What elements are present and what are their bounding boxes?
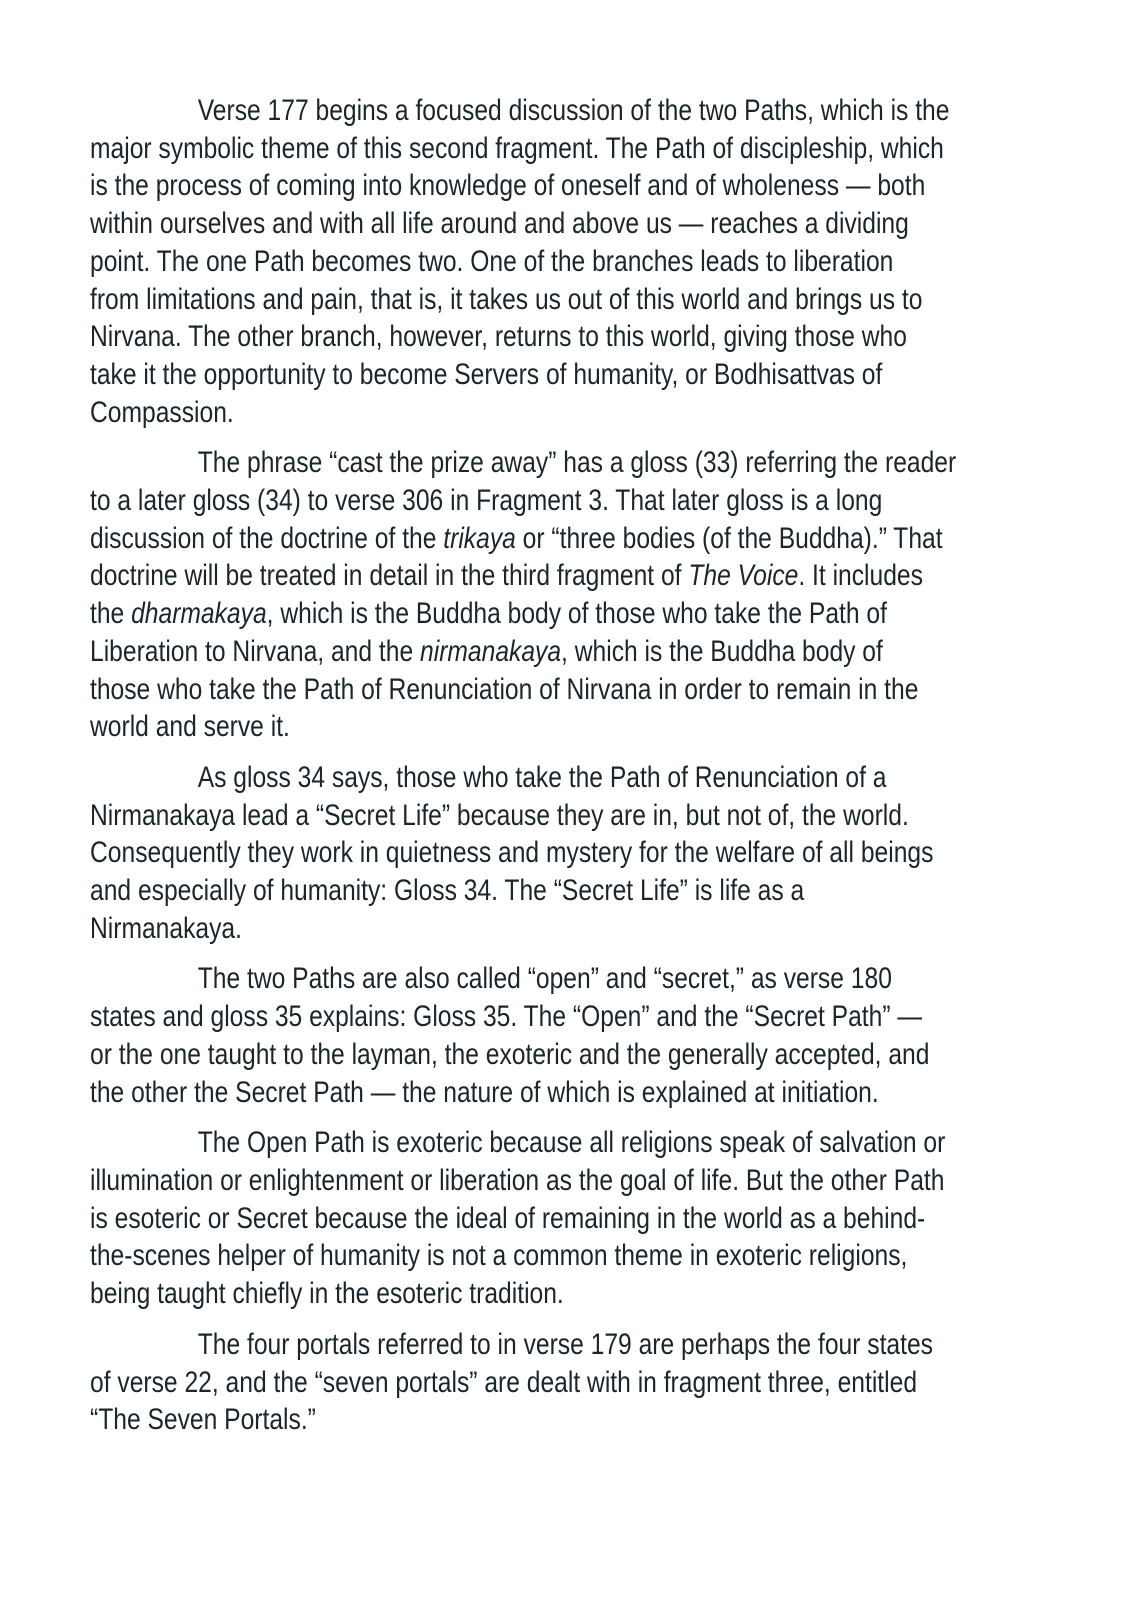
text-segment: The two Paths are also called “open” and “secret,” as verse 180	[197, 962, 892, 996]
text-line	[90, 92, 956, 130]
text-segment: or “three bodies (of the Buddha).” That	[515, 521, 943, 555]
text-line	[90, 759, 956, 797]
paragraph	[90, 444, 956, 746]
paragraph	[90, 759, 956, 948]
italic-term: nirmanakaya	[420, 634, 562, 668]
text-segment: the	[90, 597, 132, 631]
text-line	[90, 1074, 956, 1112]
text-segment: , which is the Buddha body of those who take the Path of	[266, 597, 887, 631]
text-line	[90, 243, 956, 281]
text-line	[90, 281, 956, 319]
text-segment: The phrase “cast the prize away” has a gloss (33) referring the reader	[197, 446, 957, 480]
text-line	[90, 482, 956, 520]
text-line	[90, 1326, 956, 1364]
document-body	[90, 92, 956, 1452]
text-line	[90, 394, 956, 432]
text-segment: or the one taught to the layman, the exoteric and the generally accepted, and	[90, 1037, 930, 1071]
text-line	[90, 318, 956, 356]
text-segment: The Open Path is exoteric because all religions speak of salvation or	[197, 1126, 946, 1160]
text-segment: world and serve it.	[90, 710, 290, 744]
paragraph	[90, 960, 956, 1111]
text-line	[90, 998, 956, 1036]
text-segment: , which is the Buddha body of	[561, 634, 883, 668]
text-segment: is the process of coming into knowledge of oneself and of wholeness — both	[90, 169, 926, 203]
text-line	[90, 633, 956, 671]
text-segment: Nirmanakaya.	[90, 911, 242, 945]
text-segment: “The Seven Portals.”	[90, 1403, 316, 1437]
text-line	[90, 910, 956, 948]
text-line	[90, 595, 956, 633]
text-segment: the-scenes helper of humanity is not a common theme in exoteric religions,	[90, 1239, 908, 1273]
text-line	[90, 444, 956, 482]
text-segment: being taught chiefly in the esoteric tradition.	[90, 1277, 564, 1311]
text-line	[90, 205, 956, 243]
text-segment: take it the opportunity to become Servers of humanity, or Bodhisattvas of	[90, 357, 883, 391]
text-line	[90, 167, 956, 205]
text-line	[90, 1200, 956, 1238]
italic-term: The Voice	[688, 559, 799, 593]
text-segment: Consequently they work in quietness and mystery for the welfare of all beings	[90, 836, 934, 870]
text-segment: from limitations and pain, that is, it takes us out of this world and brings us to	[90, 282, 923, 316]
text-line	[90, 1275, 956, 1313]
text-segment: As gloss 34 says, those who take the Path of Renunciation of a	[197, 760, 887, 794]
text-segment: doctrine will be treated in detail in the third fragment of	[90, 559, 689, 593]
text-segment: of verse 22, and the “seven portals” are dealt with in fragment three, entitled	[90, 1365, 918, 1399]
text-line	[90, 356, 956, 394]
text-line	[90, 1364, 956, 1402]
text-line	[90, 1237, 956, 1275]
paragraph	[90, 1326, 956, 1439]
italic-term: trikaya	[443, 521, 516, 555]
text-segment: and especially of humanity: Gloss 34. The “Secret Life” is life as a	[90, 874, 805, 908]
text-segment: Verse 177 begins a focused discussion of the two Paths, which is the	[197, 94, 950, 127]
text-line	[90, 1162, 956, 1200]
text-segment: is esoteric or Secret because the ideal of remaining in the world as a behind-	[90, 1201, 926, 1235]
text-segment: illumination or enlightenment or liberation as the goal of life. But the other Path	[90, 1163, 945, 1197]
text-line	[90, 797, 956, 835]
text-segment: to a later gloss (34) to verse 306 in Fragment 3. That later gloss is a long	[90, 484, 883, 518]
text-line	[90, 1124, 956, 1162]
text-line	[90, 960, 956, 998]
text-segment: Liberation to Nirvana, and the	[90, 634, 421, 668]
text-segment: The four portals referred to in verse 179 are perhaps the four states	[197, 1327, 933, 1361]
text-line	[90, 520, 956, 558]
text-line	[90, 557, 956, 595]
text-segment: Compassion.	[90, 395, 234, 429]
text-line	[90, 872, 956, 910]
text-line	[90, 834, 956, 872]
text-segment: within ourselves and with all life around and above us — reaches a dividing	[90, 207, 909, 241]
paragraph	[90, 1124, 956, 1313]
italic-term: dharmakaya	[131, 597, 267, 631]
text-segment: states and gloss 35 explains: Gloss 35. The “Open” and the “Secret Path” —	[90, 1000, 923, 1034]
text-line	[90, 1036, 956, 1074]
text-segment: the other the Secret Path — the nature of which is explained at initiation.	[90, 1075, 879, 1109]
text-segment: Nirmanakaya lead a “Secret Life” because they are in, but not of, the world.	[90, 798, 909, 832]
text-line	[90, 130, 956, 168]
text-line	[90, 1401, 956, 1439]
text-line	[90, 671, 956, 709]
text-segment: Nirvana. The other branch, however, returns to this world, giving those who	[90, 320, 907, 354]
text-segment: major symbolic theme of this second fragment. The Path of discipleship, which	[90, 131, 944, 165]
text-segment: point. The one Path becomes two. One of the branches leads to liberation	[90, 244, 894, 278]
paragraph	[90, 92, 956, 431]
text-segment: . It includes	[798, 559, 923, 593]
text-line	[90, 708, 956, 746]
text-segment: discussion of the doctrine of the	[90, 521, 444, 555]
text-segment: those who take the Path of Renunciation of Nirvana in order to remain in the	[90, 672, 919, 706]
